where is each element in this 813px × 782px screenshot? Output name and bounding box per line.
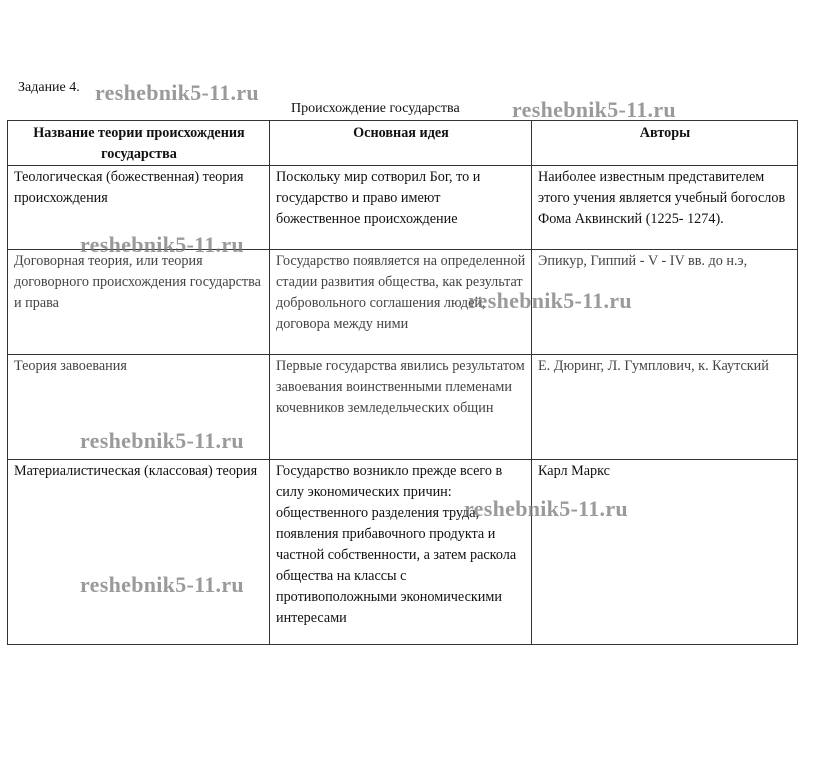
watermark: reshebnik5-11.ru	[468, 288, 632, 313]
cell-authors: Наиболее известным представителем этого учения является учебный богослов Фома Аквинский (1225- 1274).	[532, 166, 798, 250]
watermark: reshebnik5-11.ru	[95, 80, 259, 105]
watermark: reshebnik5-11.ru	[80, 428, 244, 453]
header-theory-name: Название теории происхождения государства	[8, 121, 270, 166]
watermark: reshebnik5-11.ru	[80, 232, 244, 257]
cell-main-idea: Поскольку мир сотворил Бог, то и государство и право имеют божественное происхождение	[270, 166, 532, 250]
table-row	[8, 355, 798, 460]
watermark: reshebnik5-11.ru	[464, 496, 628, 521]
header-authors: Авторы	[532, 121, 798, 166]
cell-authors: Эпикур, Гиппий - V - IV вв. до н.э,	[532, 250, 798, 355]
watermark: reshebnik5-11.ru	[512, 97, 676, 122]
cell-main-idea: Государство возникло прежде всего в силу экономических причин: общественного разделения труда, появления прибавочного продукта и частной собственности, а затем раскола общества на классы с противоположными экономическими интересами	[270, 460, 532, 645]
cell-theory-name: Теория завоевания	[8, 355, 270, 460]
watermark: reshebnik5-11.ru	[80, 572, 244, 597]
cell-theory-name: Теологическая (божественная) теория происхождения	[8, 166, 270, 250]
table-row	[8, 250, 798, 355]
cell-main-idea: Первые государства явились результатом завоевания воинственными племенами кочевников земледельческих общин	[270, 355, 532, 460]
document-title: Происхождение государства	[291, 101, 460, 116]
table-row	[8, 166, 798, 250]
cell-authors: Е. Дюринг, Л. Гумплович, к. Каутский	[532, 355, 798, 460]
theories-table	[7, 120, 798, 645]
header-main-idea: Основная идея	[270, 121, 532, 166]
task-label: Задание 4.	[18, 80, 80, 95]
table-row	[8, 460, 798, 645]
table-header-row	[8, 121, 798, 166]
cell-theory-name: Материалистическая (классовая) теория	[8, 460, 270, 645]
cell-authors: Карл Маркс	[532, 460, 798, 645]
cell-main-idea: Государство появляется на определенной стадии развития общества, как результат добровольного соглашения людей, договора между ними	[270, 250, 532, 355]
cell-theory-name: Договорная теория, или теория договорного происхождения государства и права	[8, 250, 270, 355]
